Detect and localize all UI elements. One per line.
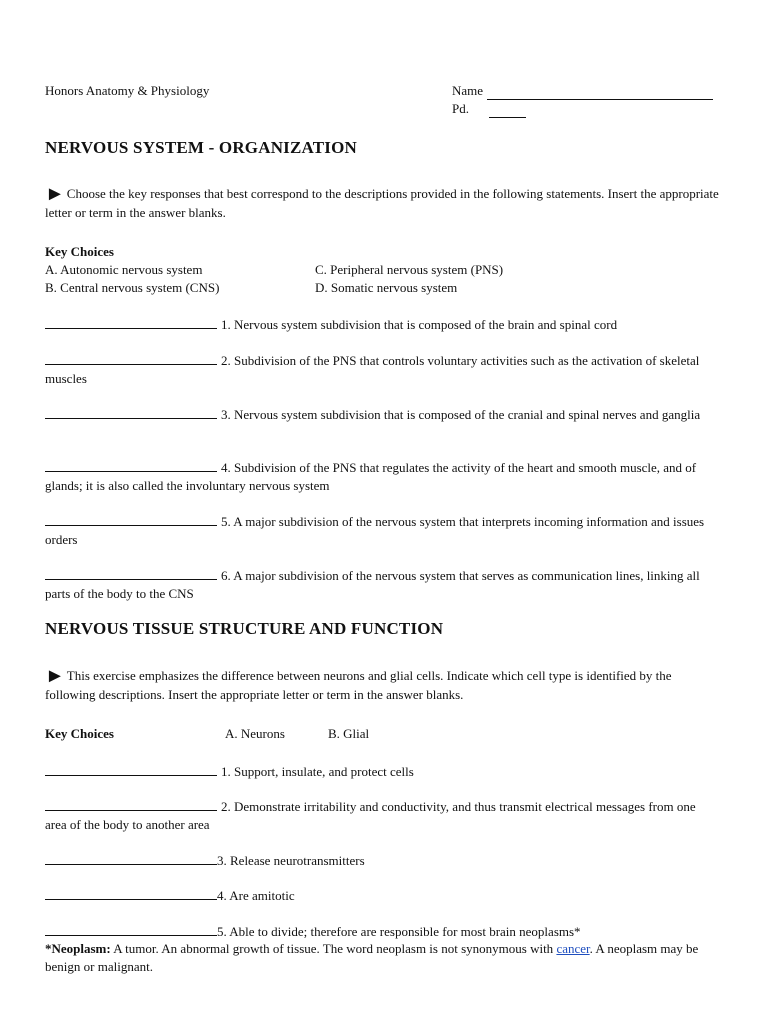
question-text: 6. A major subdivision of the nervous system that serves as communication lines, linking all parts of the body to the CNS (45, 568, 700, 601)
section1-title: NERVOUS SYSTEM - ORGANIZATION (45, 138, 358, 157)
answer-blank[interactable] (45, 566, 217, 580)
choice-a: A. Autonomic nervous system (45, 262, 203, 277)
choice-b: B. Central nervous system (CNS) (45, 280, 220, 295)
question-text: 5. A major subdivision of the nervous system that interprets incoming information and issues orders (45, 514, 705, 547)
key-choices-title: Key Choices (45, 726, 114, 741)
s2-question-3 (45, 851, 720, 870)
name-period-block (452, 82, 713, 118)
answer-blank[interactable] (45, 886, 217, 900)
question-text: 4. Are amitotic (217, 888, 295, 903)
question-text: 2. Subdivision of the PNS that controls voluntary activities such as the activation of skeletal muscles (45, 353, 700, 386)
choice-glial: B. Glial (328, 726, 370, 741)
key-choices-grid (45, 261, 720, 297)
answer-blank[interactable] (45, 405, 217, 419)
answer-blank[interactable] (45, 315, 217, 329)
section2-title: NERVOUS TISSUE STRUCTURE AND FUNCTION (45, 619, 444, 638)
question-text: 2. Demonstrate irritability and conductivity, and thus transmit electrical messages from one area of the body to another area (45, 799, 696, 832)
answer-blank[interactable] (45, 512, 217, 526)
period-blank[interactable] (489, 103, 526, 118)
question-text: 1. Support, insulate, and protect cells (221, 764, 414, 779)
s1-question-5 (45, 512, 720, 549)
question-text: 4. Subdivision of the PNS that regulates the activity of the heart and smooth muscle, and of glands; it is also called the involuntary nervous system (45, 460, 697, 493)
section2-key-choices (45, 725, 720, 743)
name-label: Name (452, 83, 484, 98)
footnote (45, 940, 720, 976)
s2-question-1 (45, 762, 720, 781)
answer-blank[interactable] (45, 797, 217, 811)
choice-neurons: A. Neurons (225, 726, 285, 741)
answer-blank[interactable] (45, 458, 217, 472)
section1-instructions-block (45, 184, 720, 222)
period-row (452, 100, 713, 118)
s1-question-3 (45, 405, 720, 424)
s1-question-6 (45, 566, 720, 603)
footnote-text-end: . A neoplasm may be benign or malignant. (45, 941, 699, 974)
section2-instructions: This exercise emphasizes the difference between neurons and glial cells. Indicate which cell type is identified by the following descriptions. Insert the appropriate letter or term in the answer blanks. (45, 668, 672, 702)
answer-blank[interactable] (45, 922, 217, 936)
question-text: 5. Able to divide; therefore are responsible for most brain neoplasms* (217, 924, 581, 939)
s1-question-1 (45, 315, 720, 334)
section1-key-choices (45, 243, 720, 297)
answer-blank[interactable] (45, 351, 217, 365)
cancer-link[interactable]: cancer (556, 941, 590, 956)
footnote-text: A tumor. An abnormal growth of tissue. The word neoplasm is not synonymous with (110, 941, 557, 956)
key-choices-title: Key Choices (45, 244, 114, 259)
period-label: Pd. (452, 101, 469, 116)
s1-question-2 (45, 351, 720, 388)
question-text: 1. Nervous system subdivision that is composed of the brain and spinal cord (221, 317, 618, 332)
s1-question-4 (45, 458, 720, 495)
s2-question-4 (45, 886, 720, 905)
course-title: Honors Anatomy & Physiology (45, 83, 210, 98)
footnote-term: *Neoplasm: (45, 941, 111, 956)
s2-question-2 (45, 797, 720, 834)
choice-d: D. Somatic nervous system (315, 280, 458, 295)
s2-question-5 (45, 922, 720, 941)
choice-c: C. Peripheral nervous system (PNS) (315, 262, 504, 277)
answer-blank[interactable] (45, 762, 217, 776)
section1-instructions: Choose the key responses that best correspond to the descriptions provided in the following statements. Insert the appropriate letter or term in the answer blanks. (45, 186, 719, 220)
question-text: 3. Release neurotransmitters (217, 853, 365, 868)
section2-instructions-block (45, 666, 720, 704)
name-blank[interactable] (487, 85, 713, 100)
arrow-right-icon: ► (45, 183, 65, 205)
name-row (452, 82, 713, 100)
arrow-right-icon: ► (45, 665, 65, 687)
worksheet-page (45, 0, 720, 1024)
question-text: 3. Nervous system subdivision that is composed of the cranial and spinal nerves and ganglia (221, 407, 701, 422)
answer-blank[interactable] (45, 851, 217, 865)
